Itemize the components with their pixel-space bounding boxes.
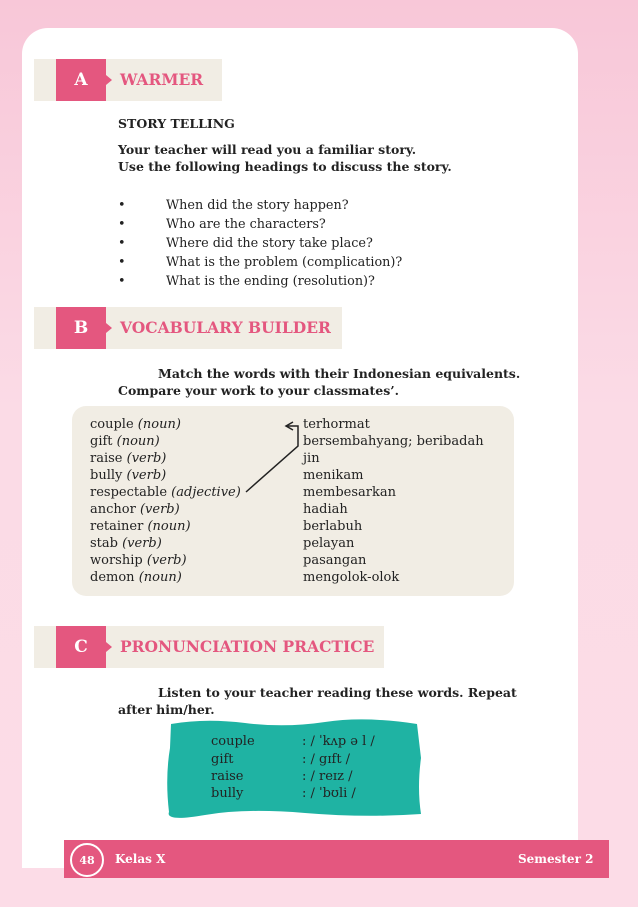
- section-b-title: VOCABULARY BUILDER: [120, 318, 331, 337]
- section-arrow-icon: [106, 642, 112, 652]
- footer-class-label: Kelas X: [115, 852, 166, 866]
- warmer-bullet-list: [118, 196, 402, 291]
- section-c-letter: C: [56, 626, 106, 668]
- list-item: • When did the story happen?: [118, 198, 349, 213]
- warmer-intro-1: Your teacher will read you a familiar story.: [118, 142, 417, 157]
- page-number: 48: [70, 843, 104, 877]
- vocab-word: respectable (adjective): [90, 485, 241, 500]
- vocab-equivalent: terhormat: [303, 417, 370, 432]
- pronunciation-item: couple: [211, 734, 255, 749]
- section-arrow-icon: [106, 75, 112, 85]
- pronunciation-instruction-2: after him/her.: [118, 702, 215, 717]
- vocab-word: gift (noun): [90, 434, 160, 449]
- pronunciation-ipa: : / ˈbʊli /: [302, 786, 356, 801]
- vocab-equivalent: jin: [303, 451, 320, 466]
- vocab-equivalent-column: [303, 416, 484, 586]
- list-item: • Where did the story take place?: [118, 236, 373, 251]
- pronunciation-item: gift: [211, 752, 234, 767]
- vocab-equivalent: hadiah: [303, 502, 348, 517]
- footer-semester-label: Semester 2: [518, 852, 594, 866]
- vocab-equivalent: pelayan: [303, 536, 355, 551]
- vocab-equivalent: pasangan: [303, 553, 367, 568]
- section-c-title: PRONUNCIATION PRACTICE: [120, 637, 375, 656]
- list-item: • What is the problem (complication)?: [118, 255, 403, 270]
- pronunciation-ipa: : / gɪft /: [302, 752, 351, 767]
- list-item: • What is the ending (resolution)?: [118, 274, 375, 289]
- pronunciation-item: bully: [211, 786, 244, 801]
- vocab-word: anchor (verb): [90, 502, 180, 517]
- vocab-word: worship (verb): [90, 553, 187, 568]
- vocab-instruction-2: Compare your work to your classmates’.: [118, 383, 399, 398]
- vocab-equivalent: membesarkan: [303, 485, 396, 500]
- pronunciation-ipa: : / ˈkʌp ə l /: [302, 734, 375, 749]
- section-a-letter: A: [56, 59, 106, 101]
- vocab-word: stab (verb): [90, 536, 162, 551]
- vocab-equivalent: berlabuh: [303, 519, 363, 534]
- vocab-word: retainer (noun): [90, 519, 191, 534]
- warmer-intro-2: Use the following headings to discuss the story.: [118, 159, 452, 174]
- section-a-title: WARMER: [120, 70, 204, 89]
- story-telling-subtitle: STORY TELLING: [118, 116, 235, 131]
- vocab-equivalent: menikam: [303, 468, 364, 483]
- vocab-equivalent: bersembahyang; beribadah: [303, 434, 484, 449]
- vocab-word: couple (noun): [90, 417, 181, 432]
- pronunciation-highlight-box: [165, 718, 423, 818]
- pronunciation-item: raise: [211, 769, 244, 784]
- vocab-equivalent: mengolok-olok: [303, 570, 400, 585]
- vocab-word-column: [90, 416, 241, 586]
- section-b-letter: B: [56, 307, 106, 349]
- vocab-instruction-1: Match the words with their Indonesian equivalents.: [158, 366, 521, 381]
- section-arrow-icon: [106, 323, 112, 333]
- vocab-word: bully (verb): [90, 468, 167, 483]
- vocab-word: raise (verb): [90, 451, 167, 466]
- pronunciation-ipa: : / reɪz /: [302, 769, 353, 784]
- match-arrow-icon: [238, 418, 318, 498]
- pronunciation-instruction-1: Listen to your teacher reading these words. Repeat: [158, 685, 517, 700]
- list-item: • Who are the characters?: [118, 217, 326, 232]
- vocab-word: demon (noun): [90, 570, 182, 585]
